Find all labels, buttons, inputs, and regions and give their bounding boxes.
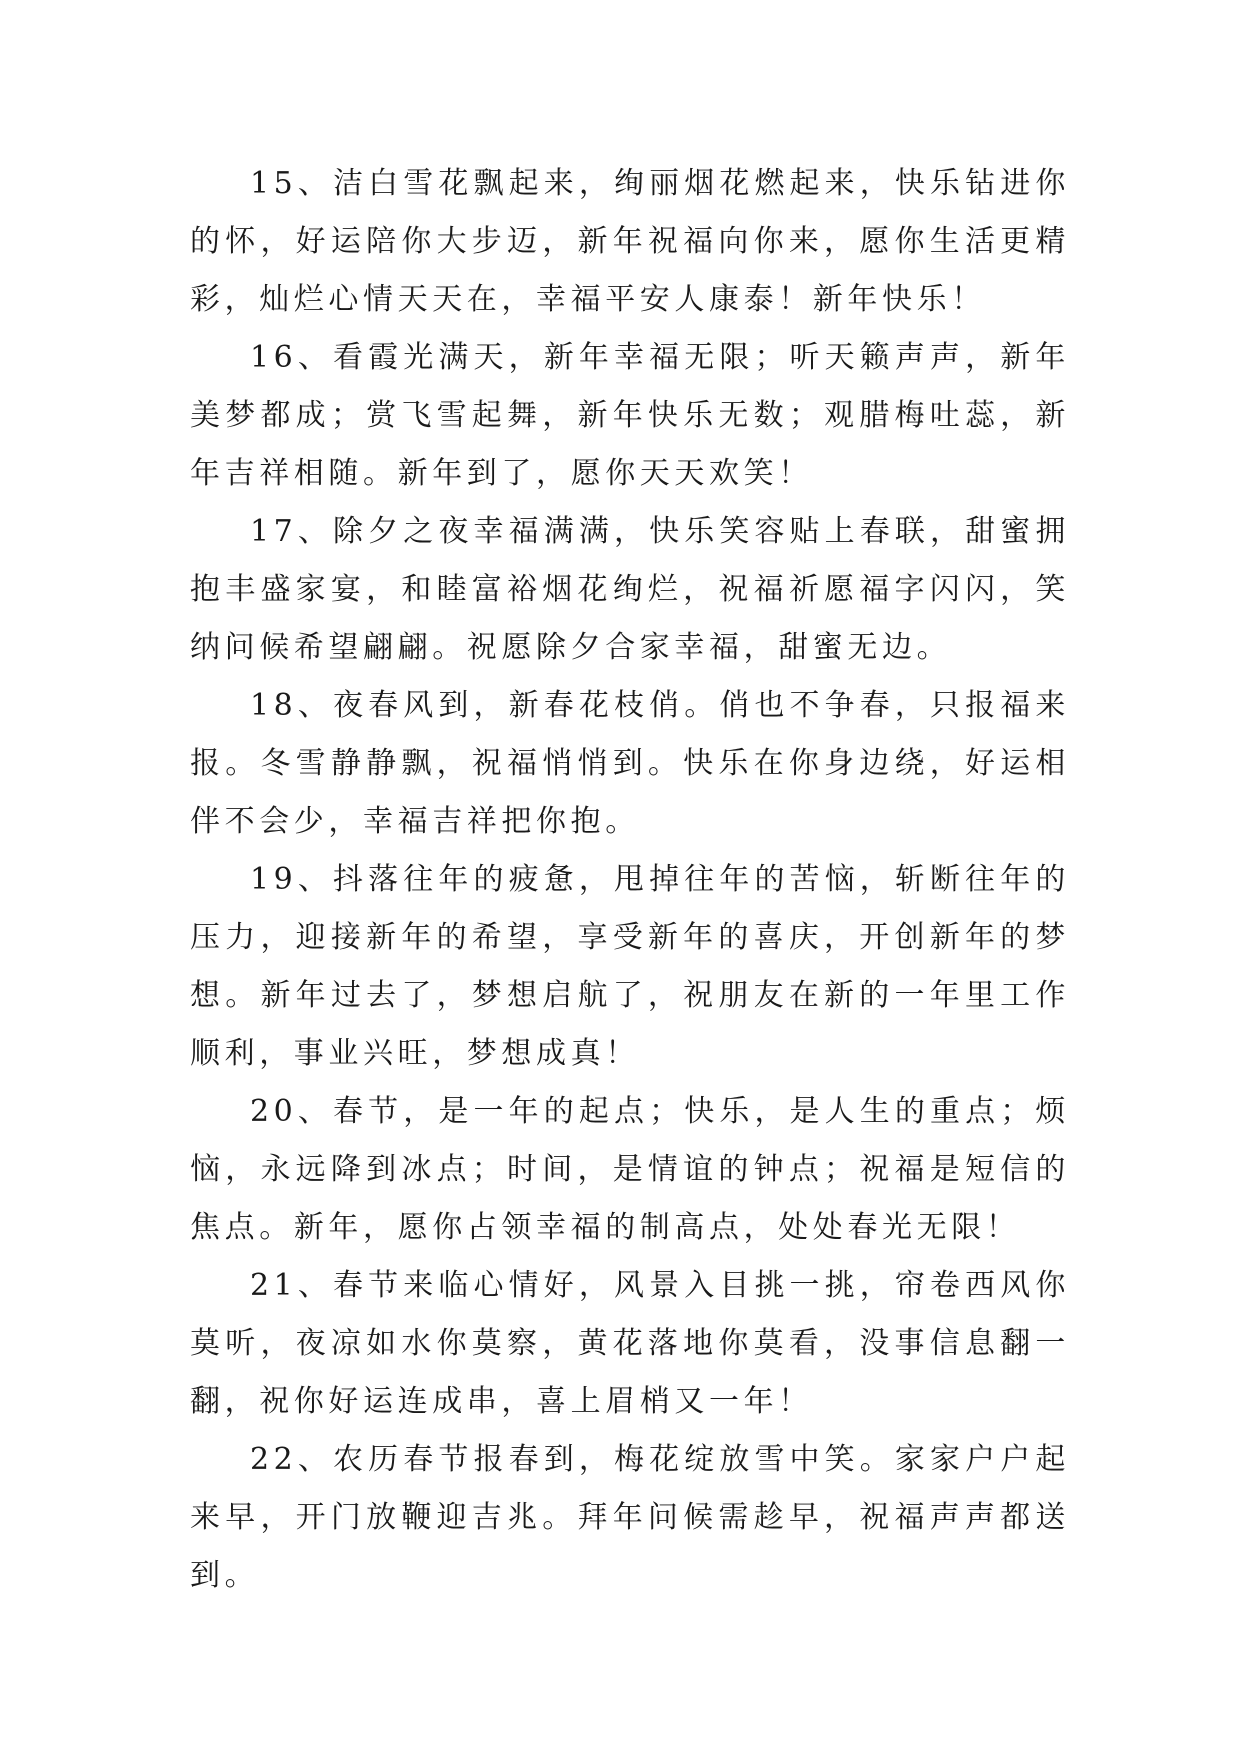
paragraph-17: 17、除夕之夜幸福满满，快乐笑容贴上春联，甜蜜拥抱丰盛家宴，和睦富裕烟花绚烂，祝福祈愿福字闪闪，笑纳问候希望翩翩。祝愿除夕合家幸福，甜蜜无边。 (190, 514, 1070, 665)
paragraph-16: 16、看霞光满天，新年幸福无限；听天籁声声，新年美梦都成；赏飞雪起舞，新年快乐无数；观腊梅吐蕊，新年吉祥相随。新年到了，愿你天天欢笑！ (190, 340, 1070, 491)
paragraph-20: 20、春节，是一年的起点；快乐，是人生的重点；烦恼，永远降到冰点；时间，是情谊的钟点；祝福是短信的焦点。新年，愿你占领幸福的制高点，处处春光无限！ (190, 1094, 1070, 1245)
paragraph-21: 21、春节来临心情好，风景入目挑一挑，帘卷西风你莫听，夜凉如水你莫察，黄花落地你莫看，没事信息翻一翻，祝你好运连成串，喜上眉梢又一年！ (190, 1268, 1070, 1419)
document-body (190, 155, 1070, 1605)
paragraph-18: 18、夜春风到，新春花枝俏。俏也不争春，只报福来报。冬雪静静飘，祝福悄悄到。快乐在你身边绕，好运相伴不会少，幸福吉祥把你抱。 (190, 688, 1070, 839)
paragraph-22: 22、农历春节报春到，梅花绽放雪中笑。家家户户起来早，开门放鞭迎吉兆。拜年问候需趁早，祝福声声都送到。 (190, 1442, 1070, 1593)
paragraph-15: 15、洁白雪花飘起来，绚丽烟花燃起来，快乐钻进你的怀，好运陪你大步迈，新年祝福向你来，愿你生活更精彩，灿烂心情天天在，幸福平安人康泰！新年快乐！ (190, 166, 1070, 317)
paragraph-19: 19、抖落往年的疲惫，甩掉往年的苦恼，斩断往年的压力，迎接新年的希望，享受新年的喜庆，开创新年的梦想。新年过去了，梦想启航了，祝朋友在新的一年里工作顺利，事业兴旺，梦想成真！ (190, 862, 1070, 1071)
